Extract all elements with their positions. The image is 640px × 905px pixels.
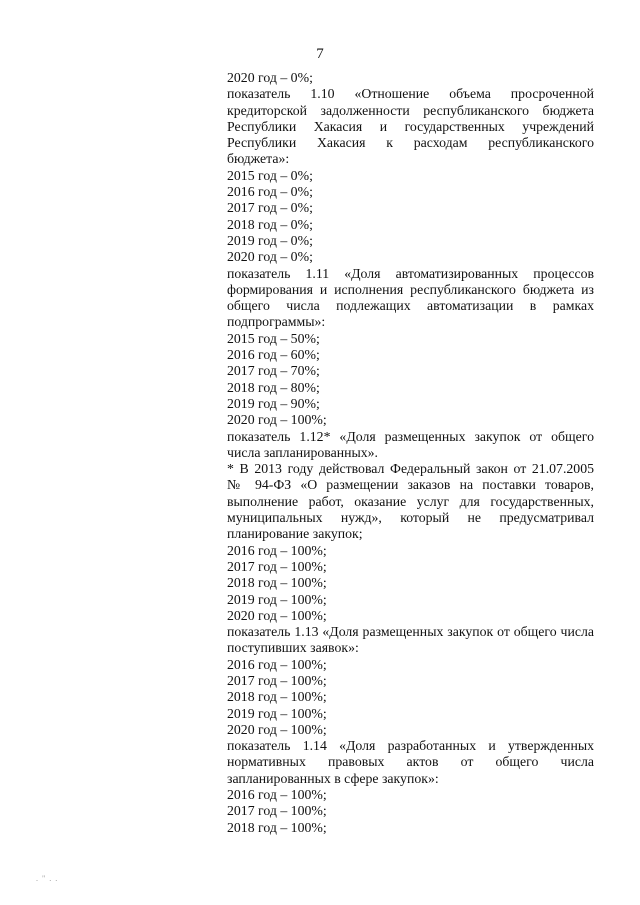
text-line: 2017 год – 70%;: [227, 363, 320, 379]
page-number: 7: [316, 46, 324, 62]
text-line: 2020 год – 0%;: [227, 249, 313, 265]
text-line: бюджета»:: [227, 151, 290, 167]
text-line: показатель 1.13 «Доля размещенных закупок от общего числа: [227, 624, 594, 640]
text-line: показатель 1.11 «Доля автоматизированных процессов: [227, 265, 594, 281]
text-line: 2019 год – 100%;: [227, 705, 327, 721]
text-line: 2016 год – 60%;: [227, 347, 320, 363]
text-line: 2016 год – 0%;: [227, 184, 313, 200]
text-line: показатель 1.10 «Отношение объема просроченной: [227, 86, 594, 102]
text-line: кредиторской задолженности республиканского бюджета: [227, 102, 594, 118]
text-line: Республики Хакасия к расходам республиканского: [227, 135, 594, 151]
text-line: числа запланированных».: [227, 444, 378, 460]
text-line: 2017 год – 0%;: [227, 200, 313, 216]
footer-scan-mark: . " . .: [36, 874, 59, 883]
text-line: подпрограммы»:: [227, 314, 326, 330]
text-line: 2018 год – 100%;: [227, 689, 327, 705]
text-line: 2018 год – 100%;: [227, 819, 327, 835]
text-line: 2019 год – 0%;: [227, 232, 313, 248]
text-line: № 94-ФЗ «О размещении заказов на поставки товаров,: [227, 477, 594, 493]
text-line: выполнение работ, оказание услуг для государственных,: [227, 493, 594, 509]
text-line: формирования и исполнения республиканского бюджета из: [227, 281, 594, 297]
text-line: поступивших заявок»:: [227, 640, 359, 656]
text-line: 2017 год – 100%;: [227, 803, 327, 819]
text-line: муниципальных нужд», который не предусматривал: [227, 510, 594, 526]
text-line: 2016 год – 100%;: [227, 787, 327, 803]
text-line: 2020 год – 100%;: [227, 412, 327, 428]
text-line: 2015 год – 0%;: [227, 167, 313, 183]
text-line: 2017 год – 100%;: [227, 558, 327, 574]
text-line: 2019 год – 100%;: [227, 591, 327, 607]
text-line: * В 2013 году действовал Федеральный закон от 21.07.2005: [227, 461, 594, 477]
text-line: 2020 год – 0%;: [227, 70, 313, 85]
text-line: 2015 год – 50%;: [227, 330, 320, 346]
text-line: 2019 год – 90%;: [227, 395, 320, 411]
text-line: 2016 год – 100%;: [227, 542, 327, 558]
text-line: 2016 год – 100%;: [227, 656, 327, 672]
text-line: 2020 год – 100%;: [227, 607, 327, 623]
text-line: 2018 год – 100%;: [227, 575, 327, 591]
text-line: Республики Хакасия и государственных учреждений: [227, 118, 594, 134]
text-line: запланированных в сфере закупок»:: [227, 770, 439, 786]
text-line: 2018 год – 80%;: [227, 379, 320, 395]
text-line: нормативных правовых актов от общего числа: [227, 754, 594, 770]
text-line: показатель 1.14 «Доля разработанных и утвержденных: [227, 738, 594, 754]
document-body: [227, 70, 594, 836]
text-line: 2020 год – 100%;: [227, 721, 327, 737]
text-line: планирование закупок;: [227, 526, 363, 542]
text-line: 2018 год – 0%;: [227, 216, 313, 232]
text-line: показатель 1.12* «Доля размещенных закупок от общего: [227, 428, 594, 444]
text-line: 2017 год – 100%;: [227, 672, 327, 688]
text-line: общего числа подлежащих автоматизации в рамках: [227, 298, 594, 314]
